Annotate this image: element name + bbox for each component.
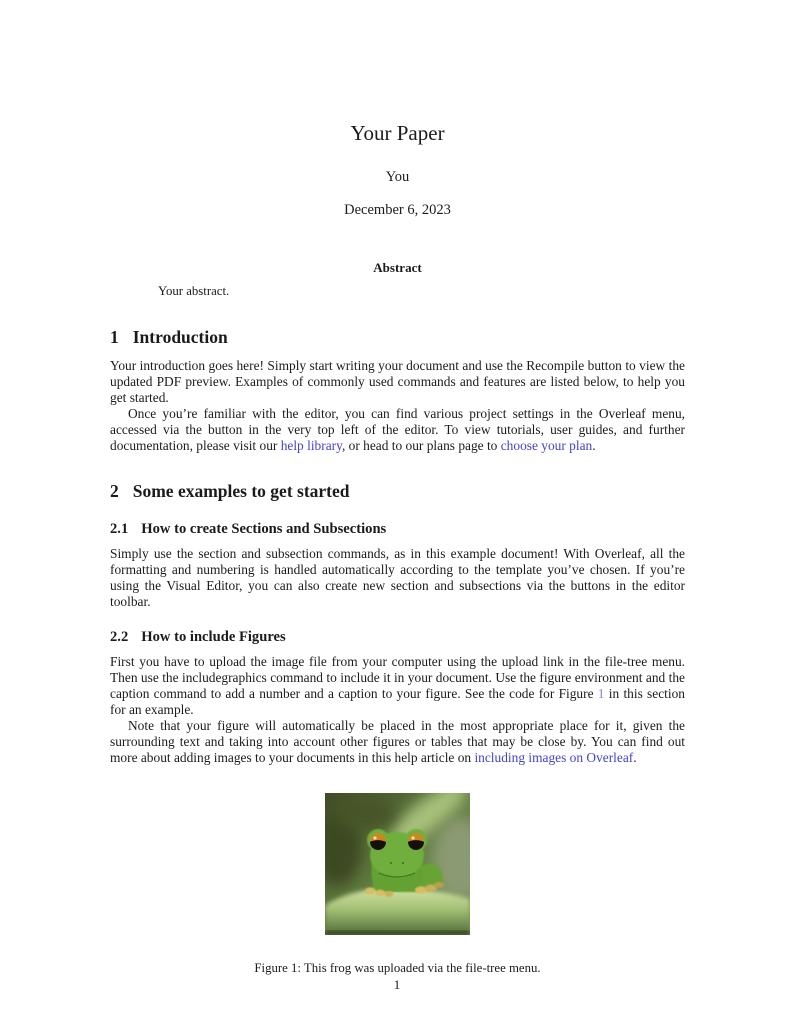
abstract-body: Your abstract. (158, 284, 230, 299)
figure-1-block (110, 793, 685, 940)
figure-1-reference-link[interactable]: 1 (597, 686, 605, 702)
section-2-1-heading (110, 521, 685, 538)
paper-date: December 6, 2023 (344, 202, 451, 219)
figures-paragraph-1 (110, 654, 685, 718)
section-2-title: Some examples to get started (132, 481, 350, 502)
section-2-heading (110, 481, 685, 502)
intro-paragraph-2-text-2: , or head to our plans page to (341, 438, 501, 454)
intro-paragraph-1-text: Your introduction goes here! Simply start writing your document and use the Recompile button to view the updated PDF preview. Examples of commonly used commands and features are listed below, to help you get started. (110, 358, 685, 406)
figures-paragraph-1-text-1: First you have to upload the image file from your computer using the upload link in the file-tree menu. Then use the includegraphics command to include it in your document. Use the figure environment and the caption command to add a number and a caption to your figure. See the code for Figure (110, 654, 685, 702)
section-2-number: 2 (110, 481, 119, 502)
section-1-heading (110, 327, 685, 348)
sections-paragraph (110, 546, 685, 610)
section-2-1-number: 2.1 (110, 521, 129, 538)
figures-paragraph-2-text-1: Note that your figure will automatically be placed in the most appropriate place for it, given the surrounding text and taking into account other figures or tables that may be close by. You can find out more about adding images to your documents in this help article on (110, 718, 685, 766)
intro-paragraph-2-text-1: Once you’re familiar with the editor, you can find various project settings in the Overleaf menu, accessed via the button in the very top left of the editor. To view tutorials, user guides, and further documentation, please visit our (110, 406, 685, 454)
figure-1-caption: Figure 1: This frog was uploaded via the file-tree menu. (254, 961, 541, 976)
including-images-link[interactable]: including images on Overleaf (474, 750, 634, 766)
page-number: 1 (393, 977, 401, 992)
figures-paragraph-1-text-2: in this section for an example. (110, 686, 685, 718)
section-1-title: Introduction (132, 327, 228, 348)
text-block (110, 0, 685, 976)
help-library-link[interactable]: help library (280, 438, 342, 454)
abstract-heading: Abstract (373, 260, 422, 276)
choose-your-plan-link[interactable]: choose your plan (500, 438, 593, 454)
section-2-2-number: 2.2 (110, 629, 129, 646)
sections-paragraph-text: Simply use the section and subsection commands, as in this example document! With Overleaf, all the formatting and numbering is handled automatically according to the template you’ve chosen. If you’re using the Visual Editor, you can also create new section and subsections via the buttons in the editor toolbar. (110, 546, 685, 610)
frog-photo-image (325, 793, 470, 935)
section-2-2-heading (110, 629, 685, 646)
intro-paragraph-2-text-3: . (592, 438, 596, 454)
figures-paragraph-2-text-2: . (633, 750, 637, 766)
section-2-1-title: How to create Sections and Subsections (141, 521, 387, 538)
section-1-number: 1 (110, 327, 119, 348)
paper-title: Your Paper (350, 121, 445, 145)
intro-paragraph-1 (110, 358, 685, 406)
intro-paragraph-2 (110, 406, 685, 454)
section-2-2-title: How to include Figures (141, 629, 286, 646)
figures-paragraph-2 (110, 718, 685, 766)
paper-author: You (385, 169, 410, 186)
